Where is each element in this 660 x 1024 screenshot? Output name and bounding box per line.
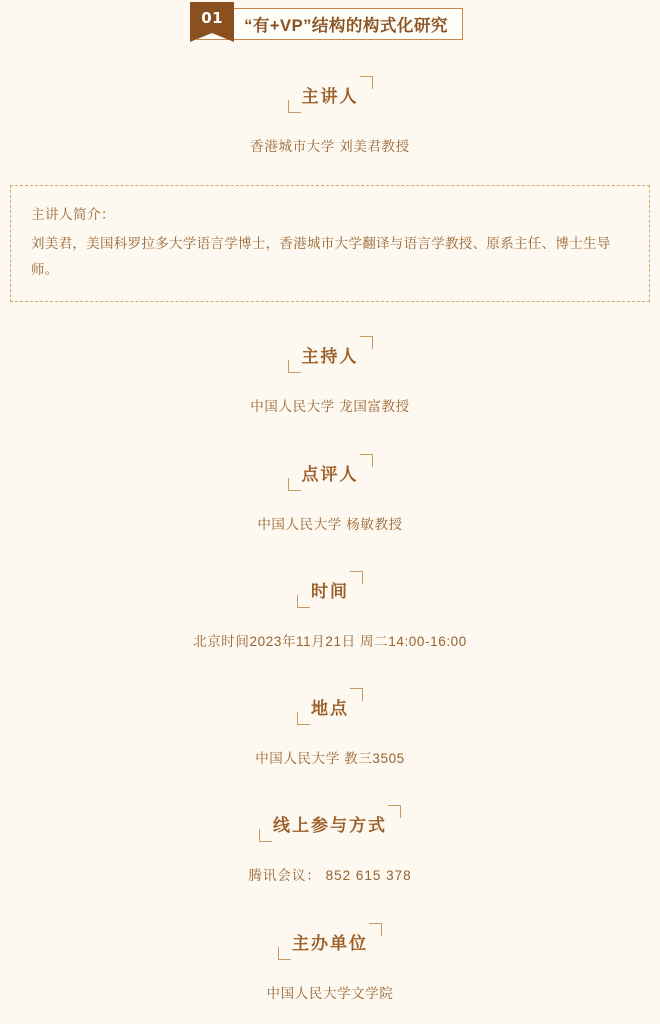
section-time bbox=[0, 571, 660, 654]
spacer bbox=[0, 889, 660, 923]
section-venue-heading-text: 地点 bbox=[311, 699, 349, 719]
spacer bbox=[0, 302, 660, 336]
spacer bbox=[0, 420, 660, 454]
section-time-heading-text: 时间 bbox=[311, 581, 349, 601]
section-speaker bbox=[0, 76, 660, 159]
section-venue bbox=[0, 688, 660, 771]
section-time-body: 北京时间2023年11月21日 周二14:00-16:00 bbox=[193, 633, 467, 649]
spacer bbox=[0, 771, 660, 805]
section-online-heading bbox=[259, 805, 401, 842]
section-organizer bbox=[0, 923, 660, 1006]
section-venue-heading bbox=[297, 688, 363, 725]
section-organizer-heading-text: 主办单位 bbox=[292, 933, 368, 953]
section-venue-body: 中国人民大学 教三3505 bbox=[255, 751, 405, 767]
section-time-heading bbox=[297, 571, 363, 608]
topic-banner bbox=[197, 8, 463, 40]
speaker-bio-text: 刘美君，美国科罗拉多大学语言学博士，香港城市大学翻译与语言学教授、原系主任、博士生导师。 bbox=[31, 235, 611, 277]
spacer bbox=[0, 608, 660, 630]
banner-container bbox=[0, 0, 660, 46]
section-speaker-heading-text: 主讲人 bbox=[301, 87, 359, 106]
corner-tick-icon bbox=[288, 490, 301, 491]
spacer bbox=[0, 960, 660, 982]
section-commentator-heading-text: 点评人 bbox=[301, 464, 359, 484]
corner-tick-icon bbox=[288, 372, 301, 373]
spacer bbox=[0, 491, 660, 513]
spacer bbox=[0, 654, 660, 688]
section-organizer-body: 中国人民大学文学院 bbox=[266, 985, 394, 1001]
speaker-bio-label: 主讲人简介： bbox=[31, 207, 115, 223]
section-commentator bbox=[0, 454, 660, 537]
corner-tick-icon bbox=[259, 841, 272, 842]
section-speaker-body: 香港城市大学 刘美君教授 bbox=[250, 139, 410, 154]
section-host bbox=[0, 336, 660, 419]
spacer bbox=[0, 46, 660, 76]
section-online-body: 腾讯会议： 852 615 378 bbox=[248, 868, 412, 884]
section-online-heading-text: 线上参与方式 bbox=[273, 816, 387, 836]
corner-tick-icon bbox=[288, 112, 301, 113]
spacer bbox=[0, 725, 660, 747]
section-speaker-heading bbox=[288, 76, 373, 113]
spacer bbox=[0, 113, 660, 135]
corner-tick-icon bbox=[297, 607, 310, 608]
spacer bbox=[0, 842, 660, 864]
spacer bbox=[0, 537, 660, 571]
corner-tick-icon bbox=[278, 959, 291, 960]
section-host-body: 中国人民大学 龙国富教授 bbox=[250, 399, 410, 415]
section-commentator-body: 中国人民大学 杨敏教授 bbox=[257, 516, 403, 532]
section-online bbox=[0, 805, 660, 888]
section-host-heading-text: 主持人 bbox=[301, 347, 359, 367]
section-host-heading bbox=[288, 336, 373, 373]
topic-number-badge: 01 bbox=[190, 2, 234, 33]
section-organizer-heading bbox=[278, 923, 382, 960]
section-commentator-heading bbox=[288, 454, 373, 491]
corner-tick-icon bbox=[297, 724, 310, 725]
topic-title: “有+VP”结构的构式化研究 bbox=[244, 17, 448, 35]
speaker-bio-box bbox=[10, 185, 650, 302]
spacer bbox=[0, 373, 660, 395]
